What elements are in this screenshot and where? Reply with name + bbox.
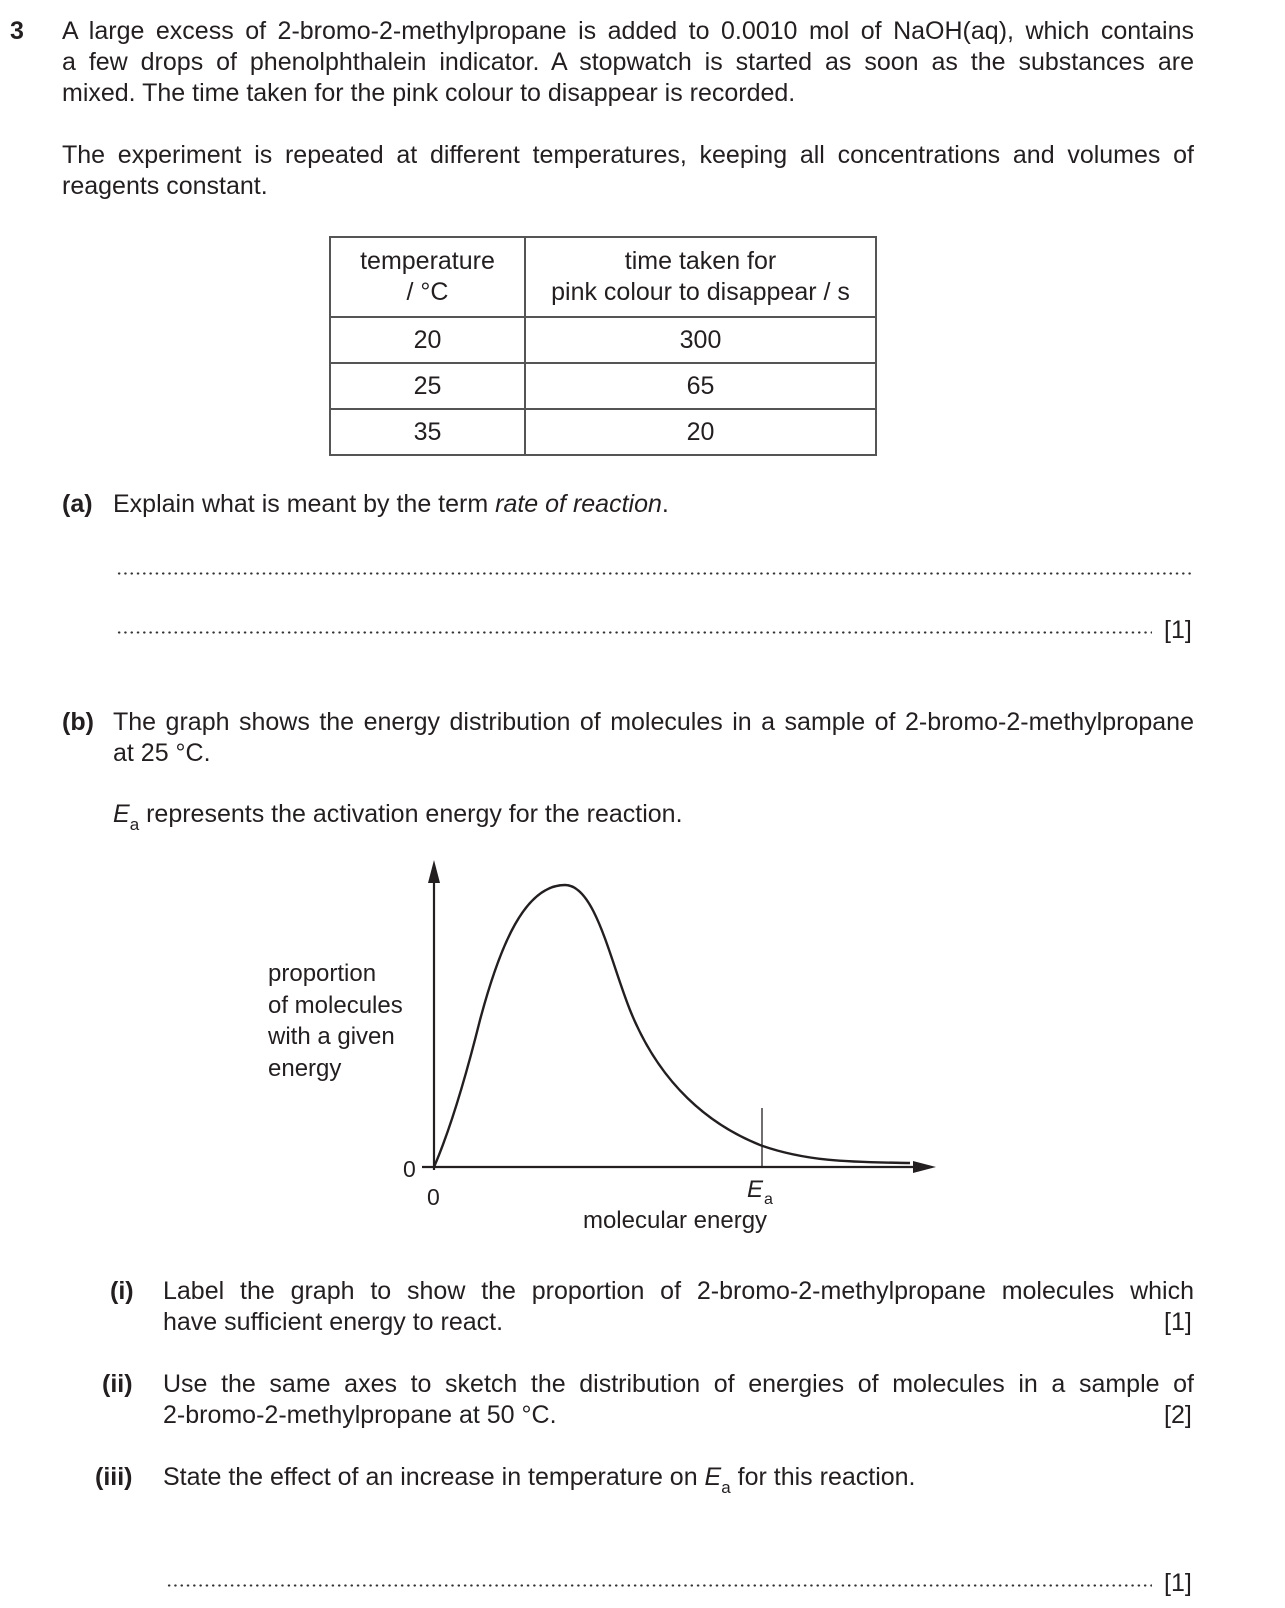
mark-i: [1]	[1164, 1308, 1192, 1336]
cell-time: 65	[525, 363, 876, 409]
table-row	[330, 409, 876, 455]
repeat-line: reagents constant.	[62, 172, 268, 200]
part-a-question: Explain what is meant by the term rate of reaction.	[113, 490, 669, 518]
table-row	[330, 363, 876, 409]
x-axis-arrow-icon	[913, 1161, 936, 1173]
cell-time: 300	[525, 317, 876, 363]
y-axis-label-line: energy	[268, 1055, 342, 1082]
sub-iii-question: State the effect of an increase in temperature on $E_a$ for this reaction.	[163, 1463, 916, 1497]
intro-paragraph	[62, 16, 1194, 109]
answer-line-a2[interactable]	[116, 631, 1152, 634]
y-origin-label: 0	[403, 1156, 416, 1182]
cell-time: 20	[525, 409, 876, 455]
header-time: time taken for pink colour to disappear / s	[525, 237, 876, 317]
table-header-row	[330, 237, 876, 317]
y-axis-label-line: proportion	[268, 960, 377, 987]
sub-iii-label: (iii)	[95, 1463, 133, 1491]
mark-a: [1]	[1164, 616, 1192, 644]
cell-temperature: 35	[330, 409, 525, 455]
term-rate-of-reaction: rate of reaction	[495, 490, 662, 518]
intro-line: A large excess of 2-bromo-2-methylpropane is added to 0.0010 mol of NaOH(aq), which contains	[62, 17, 1194, 45]
ea-axis-subscript: a	[764, 1191, 773, 1208]
y-axis-label-line: of molecules	[268, 992, 403, 1019]
intro-line: a few drops of phenolphthalein indicator. A stopwatch is started as soon as the substances are	[62, 48, 1194, 76]
mark-iii: [1]	[1164, 1569, 1192, 1597]
part-b-label: (b)	[62, 708, 94, 736]
cell-temperature: 20	[330, 317, 525, 363]
ea-symbol: E	[704, 1463, 722, 1491]
distribution-curve	[434, 885, 910, 1167]
sub-i-label: (i)	[110, 1277, 134, 1305]
table-row	[330, 317, 876, 363]
ea-definition: $E_a$ represents the activation energy for the reaction.	[113, 800, 683, 834]
sub-ii-question: Use the same axes to sketch the distribution of energies of molecules in a sample of 2-bromo-2-methylpropane at 50 °C.	[163, 1370, 1194, 1429]
ea-axis-label: E	[747, 1176, 764, 1203]
results-table	[329, 236, 877, 456]
header-temperature: temperature / °C	[330, 237, 525, 317]
x-origin-label: 0	[427, 1184, 440, 1210]
energy-distribution-graph[interactable]	[250, 850, 950, 1240]
cell-temperature: 25	[330, 363, 525, 409]
sub-i-question: Label the graph to show the proportion of 2-bromo-2-methylpropane molecules which have sufficient energy to react.	[163, 1277, 1194, 1336]
repeat-paragraph	[62, 140, 1194, 202]
intro-line: mixed. The time taken for the pink colour to disappear is recorded.	[62, 79, 796, 107]
repeat-line: The experiment is repeated at different temperatures, keeping all concentrations and volumes of	[62, 141, 1194, 169]
question-number: 3	[10, 17, 24, 45]
answer-line-a1[interactable]	[116, 572, 1194, 575]
x-axis-label: molecular energy	[582, 1207, 768, 1234]
part-b-intro: The graph shows the energy distribution of molecules in a sample of 2-bromo-2-methylpropane at 25 °C.	[113, 708, 1194, 767]
ea-symbol: E	[113, 800, 130, 828]
y-axis-label-line: with a given	[268, 1023, 395, 1050]
answer-line-iii[interactable]	[166, 1584, 1152, 1587]
mark-ii: [2]	[1164, 1401, 1192, 1429]
part-a-label: (a)	[62, 490, 93, 518]
y-axis-arrow-icon	[428, 860, 440, 883]
sub-ii-label: (ii)	[102, 1370, 133, 1398]
